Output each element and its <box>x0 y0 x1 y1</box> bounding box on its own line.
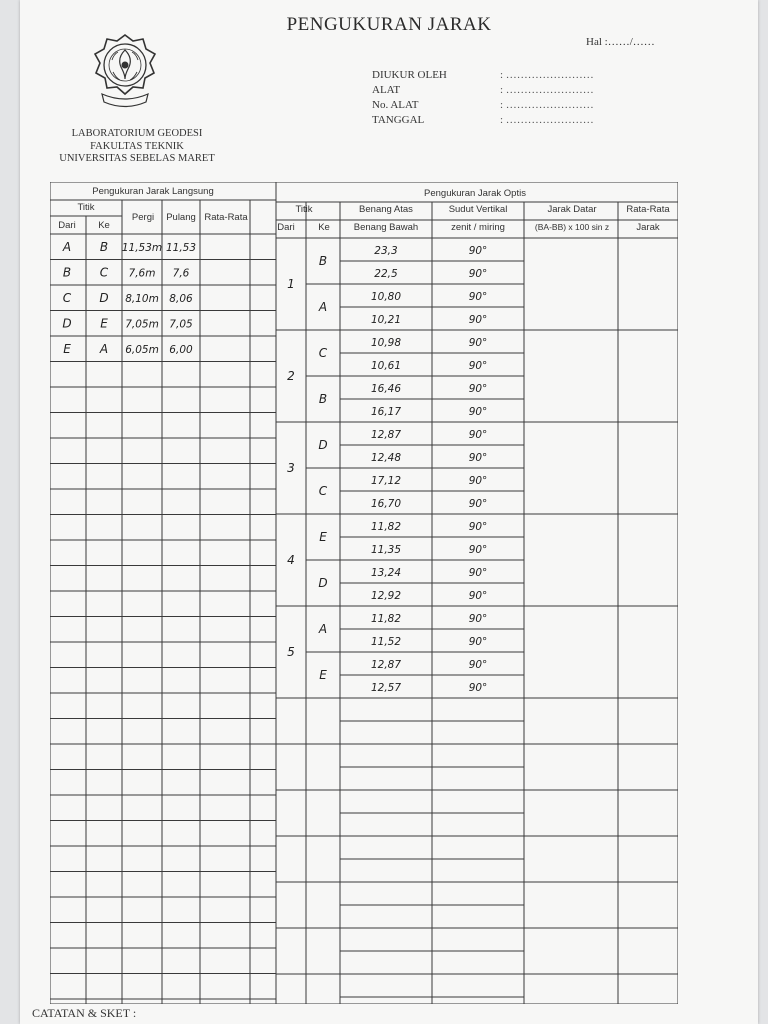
upper-thread: 11,82 <box>370 521 402 533</box>
station-number: 5 <box>287 645 295 659</box>
ke-header: Ke <box>318 222 330 233</box>
meta-label: TANGGAL <box>372 114 425 126</box>
target-point: B <box>318 392 328 406</box>
target-point: B <box>318 254 328 268</box>
zenith-angle: 90° <box>468 268 488 280</box>
form-sheet <box>20 0 758 1024</box>
backward-distance: 7,6 <box>172 267 190 280</box>
backward-distance: 11,53 <box>165 241 197 254</box>
station-number: 3 <box>287 461 295 475</box>
zenith-angle: 90° <box>468 521 488 533</box>
zenith-angle: 90° <box>468 544 488 556</box>
zenith-angle: 90° <box>468 337 488 349</box>
station-from: D <box>62 316 72 331</box>
institution-line: UNIVERSITAS SEBELAS MARET <box>59 153 215 164</box>
lower-thread: 12,57 <box>370 682 402 694</box>
rata-rata-header: Rata-Rata <box>626 204 670 215</box>
meta-label: No. ALAT <box>372 99 419 111</box>
upper-thread: 10,98 <box>370 337 402 349</box>
upper-thread: 16,46 <box>370 383 402 395</box>
backward-distance: 6,00 <box>169 343 193 356</box>
zenith-angle: 90° <box>468 245 488 257</box>
upper-thread: 11,82 <box>370 613 402 625</box>
page-number-field: Hal :……/…… <box>586 36 655 48</box>
zenith-angle: 90° <box>468 498 488 510</box>
meta-label: DIUKUR OLEH <box>372 69 447 81</box>
target-point: E <box>319 530 327 544</box>
zenith-angle: 90° <box>468 429 488 441</box>
institution-block <box>42 128 232 166</box>
lower-thread: 12,92 <box>370 590 402 602</box>
meta-row-date <box>372 113 620 128</box>
target-point: C <box>318 346 328 360</box>
station-to: E <box>100 316 108 331</box>
station-to: B <box>99 239 109 254</box>
institution-line: LABORATORIUM GEODESI <box>71 128 203 139</box>
instrument-field[interactable]: : …………………… <box>500 84 594 96</box>
zenith-angle: 90° <box>468 567 488 579</box>
form-title: PENGUKURAN JARAK <box>286 14 492 35</box>
target-point: E <box>319 668 327 682</box>
lower-thread: 16,17 <box>370 406 402 418</box>
station-from: E <box>63 341 71 356</box>
zenith-angle: 90° <box>468 314 488 326</box>
titik-header: Titik <box>77 202 95 213</box>
lower-thread: 10,61 <box>370 360 402 372</box>
benang-bawah-header: Benang Bawah <box>353 222 419 233</box>
station-number: 2 <box>287 369 295 383</box>
sudut-vertikal-header: Sudut Vertikal <box>448 204 508 215</box>
table-headers <box>58 186 670 233</box>
table-grid <box>50 182 678 1004</box>
meta-row-instrument-no <box>372 98 620 113</box>
station-number: 4 <box>287 553 295 567</box>
station-from: C <box>62 290 72 305</box>
zenit-miring-header: zenit / miring <box>451 222 505 233</box>
institution-line: FAKULTAS TEKNIK <box>90 140 184 152</box>
backward-distance: 8,06 <box>169 292 193 305</box>
pergi-header: Pergi <box>131 212 155 223</box>
upper-thread: 23,3 <box>374 245 398 257</box>
notes-label: CATATAN & SKET : <box>32 1006 137 1020</box>
backward-distance: 7,05 <box>169 318 193 331</box>
benang-atas-header: Benang Atas <box>359 204 413 215</box>
target-point: D <box>318 438 328 452</box>
meta-label: ALAT <box>372 84 401 96</box>
lower-thread: 16,70 <box>370 498 402 510</box>
university-logo-icon <box>92 32 158 114</box>
measurement-info <box>372 68 620 128</box>
forward-distance: 11,53m <box>121 241 163 254</box>
target-point: A <box>318 300 328 314</box>
jarak-datar-header: Jarak Datar <box>547 204 597 215</box>
zenith-angle: 90° <box>468 682 488 694</box>
date-field[interactable]: : …………………… <box>500 114 594 126</box>
station-to: A <box>99 341 109 356</box>
upper-thread: 10,80 <box>370 291 402 303</box>
station-from: A <box>62 239 72 254</box>
upper-thread: 13,24 <box>370 567 402 579</box>
zenith-angle: 90° <box>468 590 488 602</box>
pulang-header: Pulang <box>166 212 196 223</box>
upper-thread: 12,87 <box>370 659 402 671</box>
target-point: A <box>318 622 328 636</box>
table-entries <box>62 240 487 694</box>
optical-group-header: Pengukuran Jarak Optis <box>424 188 526 199</box>
zenith-angle: 90° <box>468 659 488 671</box>
lower-thread: 11,35 <box>370 544 402 556</box>
zenith-angle: 90° <box>468 636 488 648</box>
upper-thread: 17,12 <box>370 475 402 487</box>
zenith-angle: 90° <box>468 406 488 418</box>
ke-header: Ke <box>98 220 110 231</box>
target-point: D <box>318 576 328 590</box>
titik-header: Titik <box>295 204 313 215</box>
dari-header: Dari <box>58 220 76 231</box>
zenith-angle: 90° <box>468 475 488 487</box>
forward-distance: 7,6m <box>128 267 156 280</box>
lower-thread: 10,21 <box>370 314 402 326</box>
target-point: C <box>318 484 328 498</box>
measurement-table <box>50 182 678 1004</box>
meta-row-instrument <box>372 83 620 98</box>
station-to: D <box>99 290 109 305</box>
forward-distance: 6,05m <box>125 343 159 356</box>
zenith-angle: 90° <box>468 452 488 464</box>
measured-by-field[interactable]: : …………………… <box>500 69 594 81</box>
station-from: B <box>62 265 72 280</box>
forward-distance: 8,10m <box>125 292 159 305</box>
zenith-angle: 90° <box>468 291 488 303</box>
station-number: 1 <box>287 277 295 291</box>
station-to: C <box>99 265 109 280</box>
lower-thread: 11,52 <box>370 636 402 648</box>
zenith-angle: 90° <box>468 383 488 395</box>
forward-distance: 7,05m <box>125 318 159 331</box>
lower-thread: 12,48 <box>370 452 402 464</box>
rata-rata-header: Rata-Rata <box>204 212 248 223</box>
jarak-datar-formula: (BA-BB) x 100 sin z <box>534 222 610 232</box>
meta-row-measured-by <box>372 68 620 83</box>
zenith-angle: 90° <box>468 613 488 625</box>
upper-thread: 12,87 <box>370 429 402 441</box>
instrument-number-field[interactable]: : …………………… <box>500 99 594 111</box>
direct-group-header: Pengukuran Jarak Langsung <box>92 186 214 197</box>
zenith-angle: 90° <box>468 360 488 372</box>
lower-thread: 22,5 <box>374 268 398 280</box>
dari-header: Dari <box>277 222 295 233</box>
jarak-header: Jarak <box>636 222 660 233</box>
